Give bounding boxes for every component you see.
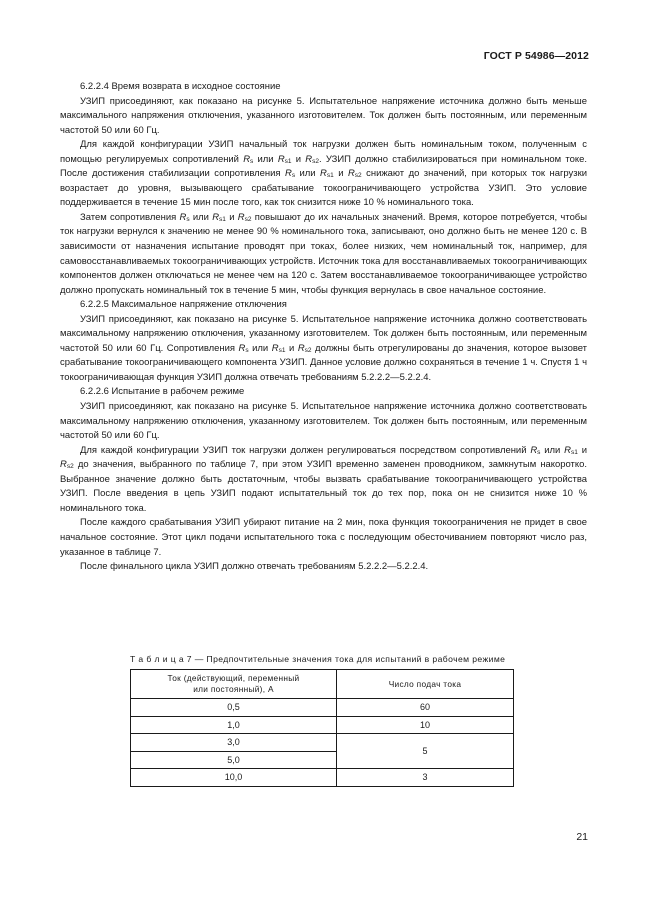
page-number: 21	[576, 831, 588, 843]
table-row	[131, 769, 514, 787]
cell-current: 10,0	[131, 769, 337, 787]
table-7	[130, 653, 513, 787]
table-row	[131, 699, 514, 717]
paragraph: Для каждой конфигурации УЗИП ток нагрузки должен регулироваться посредством сопротивлений $R_s$ или $R_{s1}$ и $R_{s2}$ до значения, выбранного по таблице 7, при этом УЗИП временно заменен проводником, замкнутым накоротко. Выбранное значение должно быть достаточным, чтобы вызвать срабатывание токоограничивающего устройства УЗИП. После введения в цепь УЗИП подают испытательный ток до тех пор, пока он не снизится ниже 10 % номинального тока.	[60, 444, 587, 514]
section-heading-6-2-2-5: 6.2.2.5 Максимальное напряжение отключения	[80, 299, 287, 311]
paragraph: УЗИП присоединяют, как показано на рисунке 5. Испытательное напряжение источника должно соответствовать максимальному напряжению отключения, указанному изготовителем. Ток должен быть постоянным, или переменным частотой 50 или 60 Гц. Сопротивления $R_s$ или $R_{s1}$ и $R_{s2}$ должны быть отрегулированы до значения, которое вызовет срабатывание токоограничивающего компонента УЗИП. Данное условие должно сохраняться в течение 1 ч. Спустя 1 ч токоограничивающая функция УЗИП должна отвечать требованиям 5.2.2.2—5.2.2.4.	[60, 313, 587, 383]
column-header-current: Ток (действующий, переменный или постоянный), А	[131, 670, 337, 699]
cell-current: 0,5	[131, 699, 337, 717]
paragraph: УЗИП присоединяют, как показано на рисунке 5. Испытательное напряжение источника должно быть меньше максимального напряжения отключения, указанного изготовителем. Ток должен быть постоянным, или переменным частотой 50 или 60 Гц.	[60, 95, 587, 136]
cell-current: 5,0	[131, 751, 337, 769]
paragraph: После финального цикла УЗИП должно отвечать требованиям 5.2.2.2—5.2.2.4.	[80, 561, 429, 573]
cell-count: 60	[337, 699, 514, 717]
section-heading-6-2-2-4: 6.2.2.4 Время возврата в исходное состояние	[80, 81, 281, 92]
current-values-table	[130, 669, 514, 787]
column-header-count: Число подач тока	[337, 670, 514, 699]
paragraph: УЗИП присоединяют, как показано на рисунке 5. Испытательное напряжение источника должно соответствовать максимальному напряжению отключения, указанному изготовителем. Ток должен быть постоянным, или переменным частотой 50 или 60 Гц.	[60, 401, 587, 442]
cell-count: 10	[337, 716, 514, 734]
cell-count: 5	[337, 734, 514, 769]
table-header-row	[131, 670, 514, 699]
cell-current: 1,0	[131, 716, 337, 734]
standard-header: ГОСТ Р 54986—2012	[483, 50, 589, 62]
table-caption: Т а б л и ц а 7 — Предпочтительные значения тока для испытаний в рабочем режиме	[130, 654, 506, 664]
table-row	[131, 716, 514, 734]
table-row	[131, 734, 514, 752]
cell-count: 3	[337, 769, 514, 787]
body-text	[60, 80, 587, 575]
paragraph: Затем сопротивления $R_s$ или $R_{s1}$ и $R_{s2}$ повышают до их начальных значений. Время, которое потребуется, чтобы ток нагрузки вернулся к значению не менее 90 % номинального тока, записывают, оно должно быть не менее 120 с. В зависимости от назначения испытание проводят при токах, более низких, чем номинальный ток, например, для самовосстанавливаемых токоограничивающих устройств. Источник тока для восстанавливаемых токоограничивающих компонентов должен отключаться не менее чем на 120 с. Затем восстанавливаемое токоограничивающее устройство должно пропускать номинальный ток в течение 5 мин, чтобы функция вернулась в свое начальное состояние.	[60, 211, 587, 296]
paragraph: Для каждой конфигурации УЗИП начальный ток нагрузки должен быть номинальным током, полученным с помощью регулируемых сопротивлений $R_s$ или $R_{s1}$ и $R_{s2}$. УЗИП должно стабилизироваться при номинальном токе. После достижения стабилизации сопротивления $R_s$ или $R_{s1}$ и $R_{s2}$ снижают до значений, при которых ток нагрузки возрастает до уровня, вызывающего срабатывание токоограничивающего устройства УЗИП. Это условие поддерживается в течение 15 мин после того, как ток снизится ниже 10 % номинального тока.	[60, 139, 587, 209]
section-heading-6-2-2-6: 6.2.2.6 Испытание в рабочем режиме	[80, 386, 245, 398]
cell-current: 3,0	[131, 734, 337, 752]
paragraph: После каждого срабатывания УЗИП убирают питание на 2 мин, пока функция токоограничения не придет в свое начальное состояние. Этот цикл подачи испытательного тока с последующим обесточиванием повторяют число раз, указанное в таблице 7.	[60, 517, 587, 558]
